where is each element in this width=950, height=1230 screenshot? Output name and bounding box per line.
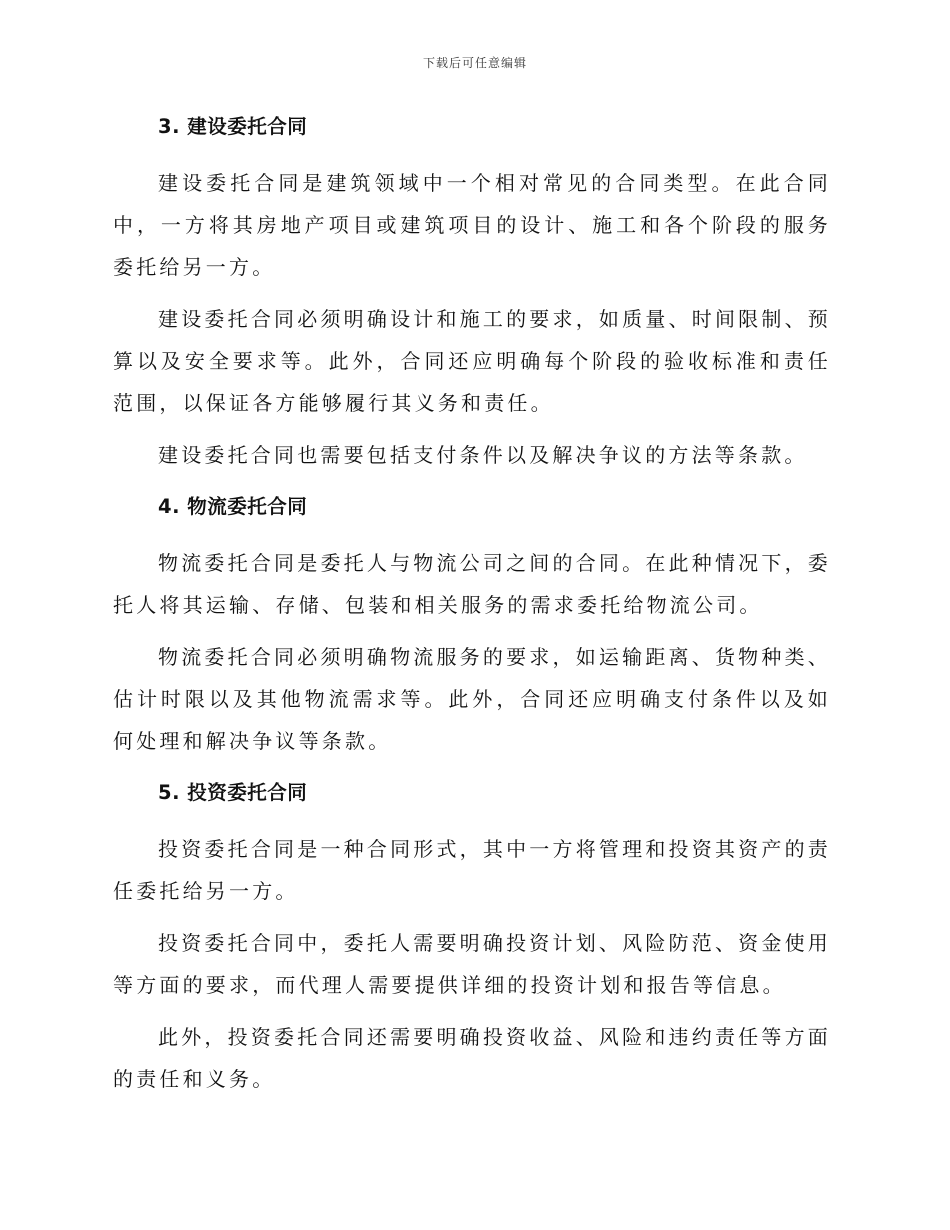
paragraph: 投资委托合同中，委托人需要明确投资计划、风险防范、资金使用等方面的要求，而代理人需要提供详细的投资计划和报告等信息。 (113, 931, 831, 997)
section-investment-contract (113, 778, 831, 1100)
document-body (113, 112, 831, 1100)
paragraph: 建设委托合同必须明确设计和施工的要求，如质量、时间限制、预算以及安全要求等。此外，合同还应明确每个阶段的验收标准和责任范围，以保证各方能够履行其义务和责任。 (113, 307, 831, 415)
section-construction-contract (113, 112, 831, 476)
section-title: 3. 建设委托合同 (158, 115, 308, 138)
paragraph: 建设委托合同也需要包括支付条件以及解决争议的方法等条款。 (158, 443, 808, 467)
paragraph: 投资委托合同是一种合同形式，其中一方将管理和投资其资产的责任委托给另一方。 (113, 837, 831, 903)
section-title: 5. 投资委托合同 (158, 781, 308, 804)
section-title: 4. 物流委托合同 (158, 495, 308, 518)
paragraph: 建设委托合同是建筑领域中一个相对常见的合同类型。在此合同中，一方将其房地产项目或建筑项目的设计、施工和各个阶段的服务委托给另一方。 (113, 171, 831, 279)
paragraph: 物流委托合同必须明确物流服务的要求，如运输距离、货物种类、估计时限以及其他物流需求等。此外，合同还应明确支付条件以及如何处理和解决争议等条款。 (113, 645, 831, 753)
page-header: 下载后可任意编辑 (422, 56, 527, 70)
paragraph: 物流委托合同是委托人与物流公司之间的合同。在此种情况下，委托人将其运输、存储、包装和相关服务的需求委托给物流公司。 (113, 551, 831, 617)
paragraph: 此外，投资委托合同还需要明确投资收益、风险和违约责任等方面的责任和义务。 (113, 1025, 831, 1091)
section-logistics-contract (113, 492, 831, 762)
